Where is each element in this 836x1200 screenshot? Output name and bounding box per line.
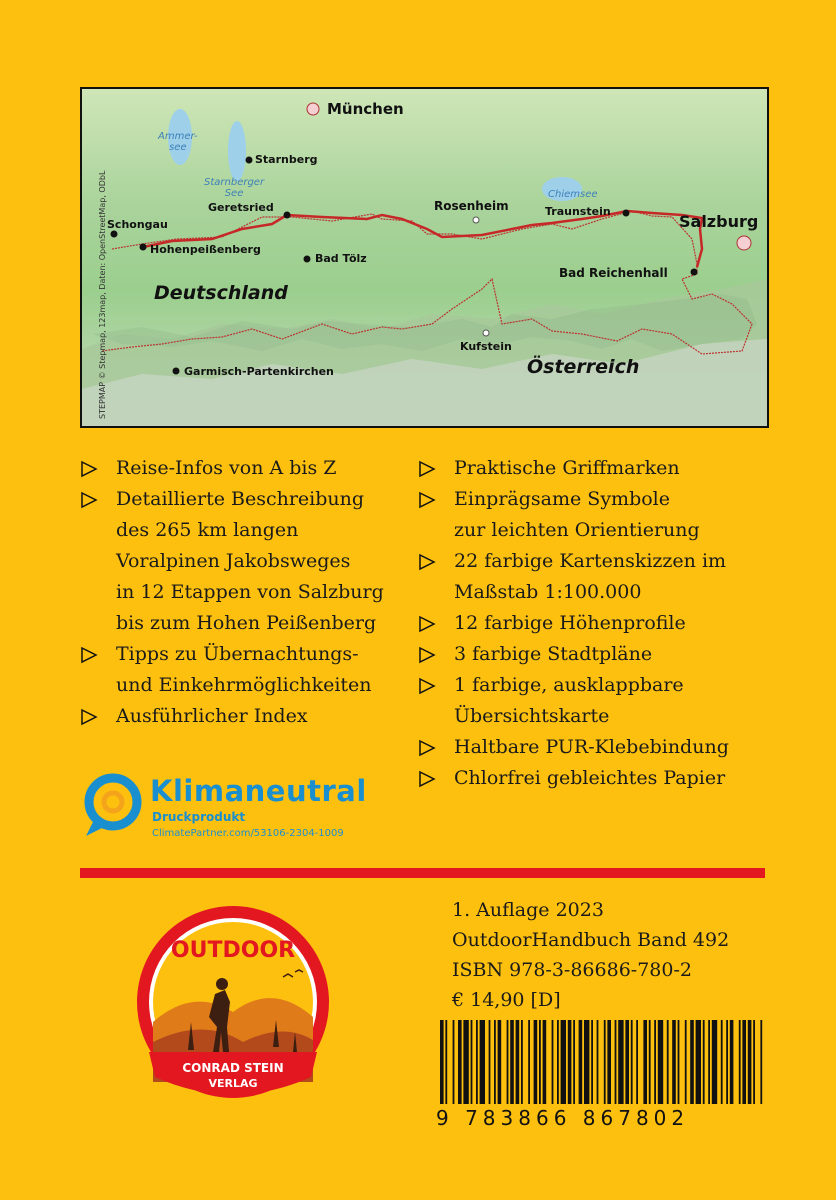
barcode-bar xyxy=(480,1020,485,1104)
outdoor-logo xyxy=(133,902,333,1102)
feature-item: 12 farbige Höhenprofile xyxy=(418,608,766,639)
barcode-bar xyxy=(557,1020,559,1104)
barcode-bar xyxy=(672,1020,676,1104)
city-label-geretsried: Geretsried xyxy=(208,201,274,214)
isbn: ISBN 978-3-86686-780-2 xyxy=(452,959,692,981)
logo-bottom-text-1: CONRAD STEIN xyxy=(182,1061,284,1075)
barcode-bar xyxy=(696,1020,701,1104)
features-left xyxy=(80,453,410,732)
city-label-salzburg: Salzburg xyxy=(679,212,759,231)
barcode-bar xyxy=(708,1020,710,1104)
barcode-bar xyxy=(440,1020,444,1104)
city-label-muenchen: München xyxy=(327,100,404,118)
barcode-bar xyxy=(521,1020,523,1104)
feature-item: Tipps zu Übernachtungs- und Einkehrmöglichkeiten xyxy=(80,639,410,701)
klima-title: Klimaneutral xyxy=(150,774,367,808)
barcode-bar xyxy=(552,1020,554,1104)
barcode-bar xyxy=(494,1020,496,1104)
barcode-bar xyxy=(561,1020,566,1104)
barcode-bar xyxy=(597,1020,599,1104)
barcode-bar xyxy=(584,1020,589,1104)
barcode-bar xyxy=(453,1020,455,1104)
feature-item: Praktische Griffmarken xyxy=(418,453,766,484)
logo-top-text: OUTDOOR xyxy=(170,938,296,963)
price: € 14,90 [D] xyxy=(452,989,561,1011)
barcode-bar xyxy=(730,1020,734,1104)
barcode-bar xyxy=(625,1020,629,1104)
route-map xyxy=(80,87,769,428)
barcode-bar xyxy=(507,1020,509,1104)
barcode-bar xyxy=(463,1020,468,1104)
barcode-bar xyxy=(685,1020,687,1104)
barcode-bar xyxy=(510,1020,514,1104)
barcode-bar xyxy=(573,1020,575,1104)
barcode-bar xyxy=(678,1020,680,1104)
barcode-bar xyxy=(658,1020,663,1104)
barcode-bar xyxy=(516,1020,520,1104)
barcode-bar xyxy=(607,1020,611,1104)
barcode-bar xyxy=(579,1020,583,1104)
barcode-bar xyxy=(615,1020,617,1104)
barcode-bar xyxy=(528,1020,530,1104)
barcode-bar xyxy=(654,1020,656,1104)
barcode-bar xyxy=(649,1020,651,1104)
feature-item: 3 farbige Stadtpläne xyxy=(418,639,766,670)
barcode-bar xyxy=(458,1020,462,1104)
feature-item: Haltbare PUR-Klebebindung xyxy=(418,732,766,763)
klima-subtitle: Druckprodukt xyxy=(152,810,246,824)
barcode-bar xyxy=(498,1020,502,1104)
feature-item: Chlorfrei gebleichtes Papier xyxy=(418,763,766,794)
features-right xyxy=(418,453,766,794)
barcode-bar xyxy=(742,1020,746,1104)
feature-item: Einprägsame Symbole zur leichten Orientierung xyxy=(418,484,766,546)
city-label-garmisch: Garmisch-Partenkirchen xyxy=(184,365,334,378)
feature-item: 1 farbige, ausklappbare Übersichtskarte xyxy=(418,670,766,732)
barcode-bar xyxy=(721,1020,723,1104)
city-label-rosenheim: Rosenheim xyxy=(434,199,509,213)
lake-label-starnberger-see: Starnberger See xyxy=(204,177,265,199)
barcode-bar xyxy=(739,1020,741,1104)
barcode-bar xyxy=(568,1020,572,1104)
barcode-bar xyxy=(543,1020,547,1104)
barcode-bar xyxy=(539,1020,541,1104)
city-label-schongau: Schongau xyxy=(107,218,168,231)
barcode-digits: 9 783866 867802 xyxy=(436,1106,690,1130)
barcode-bar xyxy=(604,1020,606,1104)
klimaneutral-badge xyxy=(80,770,420,850)
feature-item: 22 farbige Kartenskizzen im Maßstab 1:100.000 xyxy=(418,546,766,608)
city-label-bad-reichenhall: Bad Reichenhall xyxy=(559,266,668,280)
barcode-bar xyxy=(690,1020,694,1104)
lake-label-chiemsee: Chiemsee xyxy=(548,189,598,200)
city-label-traunstein: Traunstein xyxy=(545,205,611,218)
feature-item: Reise-Infos von A bis Z xyxy=(80,453,410,484)
city-label-hohenpeissenberg: Hohenpeißenberg xyxy=(150,243,261,256)
barcode-bar xyxy=(636,1020,638,1104)
map-credit: STEPMAP © Stepmap, 123map, Daten: OpenStreetMap, ODbL xyxy=(98,170,107,419)
feature-item: Detaillierte Beschreibung des 265 km langen Voralpinen Jakobsweges in 12 Etappen von Salzburg bis zum Hohen Peißenberg xyxy=(80,484,410,639)
barcode-bar xyxy=(591,1020,593,1104)
barcode-bar xyxy=(643,1020,647,1104)
climatepartner-logo-icon xyxy=(80,770,150,842)
barcode-bar xyxy=(618,1020,623,1104)
barcode-bar xyxy=(534,1020,538,1104)
red-divider xyxy=(80,868,765,878)
barcode-bar xyxy=(703,1020,705,1104)
barcode-bar xyxy=(476,1020,478,1104)
lake-label-ammersee: Ammer- see xyxy=(158,131,198,153)
barcode-bar xyxy=(489,1020,491,1104)
city-label-starnberg: Starnberg xyxy=(255,153,318,166)
barcode-bar xyxy=(748,1020,752,1104)
country-label-oesterreich: Österreich xyxy=(527,356,640,378)
city-label-bad-toelz: Bad Tölz xyxy=(315,252,367,265)
barcode-bar xyxy=(631,1020,633,1104)
series: OutdoorHandbuch Band 492 xyxy=(452,929,730,951)
barcode-bar xyxy=(726,1020,728,1104)
barcode-bar xyxy=(753,1020,755,1104)
barcode-bar xyxy=(760,1020,762,1104)
barcode-bar xyxy=(712,1020,717,1104)
country-label-deutschland: Deutschland xyxy=(154,282,288,304)
publication-info xyxy=(452,895,729,1015)
barcode-bar xyxy=(667,1020,669,1104)
logo-bottom-text-2: VERLAG xyxy=(208,1077,258,1090)
city-label-kufstein: Kufstein xyxy=(460,340,512,353)
klima-id: ClimatePartner.com/53106-2304-1009 xyxy=(152,828,344,839)
edition: 1. Auflage 2023 xyxy=(452,899,604,921)
feature-item: Ausführlicher Index xyxy=(80,701,410,732)
barcode-bar xyxy=(471,1020,473,1104)
barcode-bar xyxy=(445,1020,447,1104)
